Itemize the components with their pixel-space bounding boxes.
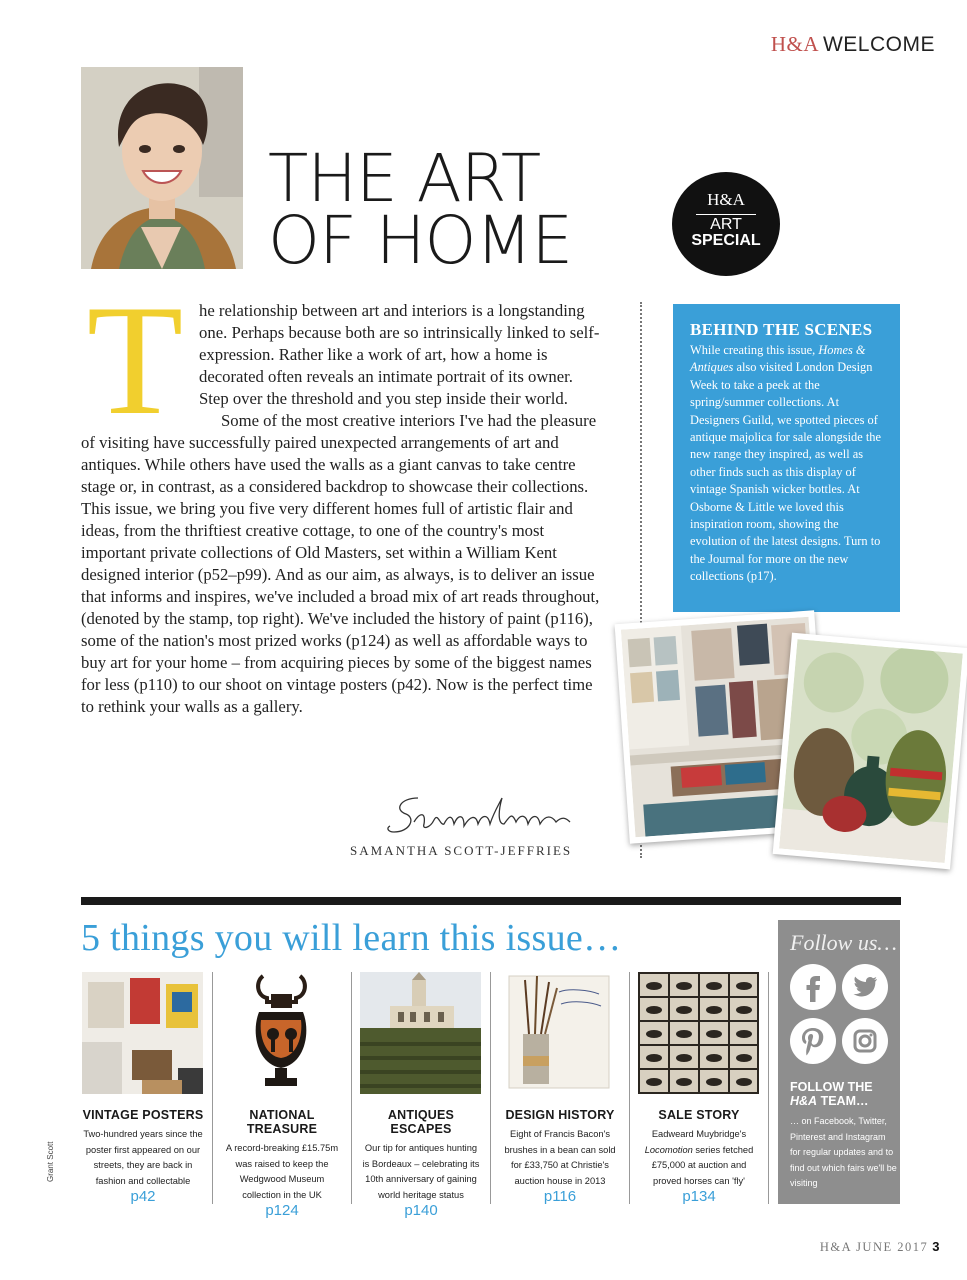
thing-title: VINTAGE POSTERS bbox=[82, 1108, 204, 1122]
thing-body: Our tip for antiques hunting is Bordeaux – celebrating its 10th anniversary of gaining world heritage status bbox=[362, 1143, 480, 1200]
twitter-icon[interactable] bbox=[842, 964, 888, 1010]
stamp-divider bbox=[696, 214, 756, 215]
bts-body bbox=[690, 342, 885, 586]
things-title: 5 things you will learn this issue… bbox=[81, 917, 622, 959]
posters-image bbox=[82, 972, 203, 1094]
stamp-line-1: ART bbox=[710, 216, 742, 233]
art-special-stamp bbox=[672, 172, 780, 276]
muybridge-horses-image bbox=[638, 972, 759, 1094]
bacon-brushes-image bbox=[499, 972, 620, 1094]
column-separator bbox=[629, 972, 630, 1204]
bordeaux-chateau-image bbox=[360, 972, 481, 1094]
wedgwood-vase-image bbox=[221, 972, 342, 1094]
thing-page-link[interactable]: p124 bbox=[265, 1202, 299, 1220]
thing-body: Two-hundred years since the poster first appeared on our streets, they are back in fashion and collectable bbox=[83, 1129, 203, 1186]
signature-image bbox=[380, 792, 600, 840]
issue-label: H&A JUNE 2017 bbox=[819, 1240, 929, 1254]
thing-item-vintage-posters bbox=[81, 972, 205, 1204]
drop-cap: T bbox=[86, 273, 184, 448]
thing-page-link[interactable]: p140 bbox=[404, 1202, 438, 1220]
follow-us-panel bbox=[778, 920, 900, 1204]
wicker-bottles-image bbox=[779, 639, 963, 863]
bts-title: BEHIND THE SCENES bbox=[690, 320, 873, 339]
wicker-bottles-photo bbox=[773, 633, 967, 870]
thing-body-italic: Locomotion bbox=[644, 1144, 693, 1155]
thing-thumbnail bbox=[221, 972, 342, 1094]
follow-heading bbox=[790, 1080, 873, 1108]
thing-thumbnail bbox=[360, 972, 481, 1094]
thing-thumbnail bbox=[638, 972, 759, 1094]
five-things-list bbox=[81, 972, 763, 1220]
thing-body-end: series fetched £75,000 at auction and proved horses can 'fly' bbox=[651, 1144, 754, 1186]
stamp-line-2: SPECIAL bbox=[691, 232, 761, 249]
thing-title: ANTIQUES ESCAPES bbox=[387, 1108, 455, 1136]
follow-heading-line-2 bbox=[790, 1094, 873, 1108]
signature bbox=[380, 792, 600, 840]
page-footer bbox=[820, 1239, 941, 1255]
portrait-image bbox=[81, 67, 243, 269]
thing-body bbox=[637, 1127, 761, 1189]
behind-the-scenes-box bbox=[673, 304, 900, 612]
pinterest-icon[interactable] bbox=[790, 1018, 836, 1064]
stamp-brand: H&A bbox=[707, 190, 745, 209]
thing-page-link[interactable]: p42 bbox=[130, 1188, 156, 1206]
section-name: WELCOME bbox=[822, 33, 935, 56]
bts-magazine-name: Homes & Antiques bbox=[690, 343, 866, 375]
thing-page-link[interactable]: p116 bbox=[543, 1188, 577, 1206]
section-header bbox=[771, 32, 935, 57]
thing-body: Eight of Francis Bacon's brushes in a bean can sold for £33,750 at Christie's auction house in 2013 bbox=[504, 1129, 616, 1186]
thing-page-link[interactable]: p134 bbox=[682, 1188, 716, 1206]
instagram-icon[interactable] bbox=[842, 1018, 888, 1064]
title-line-1: THE ART bbox=[268, 140, 541, 217]
follow-heading-brand: H&A bbox=[790, 1094, 818, 1108]
editor-portrait bbox=[81, 67, 243, 269]
column-separator bbox=[212, 972, 213, 1204]
follow-title: Follow us… bbox=[790, 930, 897, 955]
follow-heading-line-1: FOLLOW THE bbox=[790, 1080, 873, 1094]
thing-body-start: Eadweard Muybridge's bbox=[651, 1129, 747, 1139]
editor-name: SAMANTHA SCOTT-JEFFRIES bbox=[350, 843, 573, 858]
column-separator bbox=[768, 972, 769, 1204]
thing-title: SALE STORY bbox=[658, 1108, 740, 1122]
intro-paragraph-1: he relationship between art and interiors is a longstanding one. Perhaps because both are so intrinsically linked to self-expression. Rather like a work of art, how a home is decorated often reveals an intimate portrait of its owner. Step over the threshold and you step inside their world. bbox=[199, 301, 600, 408]
thing-title: NATIONAL TREASURE bbox=[246, 1108, 318, 1136]
thing-thumbnail bbox=[499, 972, 620, 1094]
facebook-icon[interactable] bbox=[790, 964, 836, 1010]
column-separator bbox=[351, 972, 352, 1204]
thing-item-sale-story bbox=[637, 972, 761, 1204]
thing-thumbnail bbox=[82, 972, 203, 1094]
thing-title: DESIGN HISTORY bbox=[505, 1108, 615, 1122]
thing-item-national-treasure bbox=[220, 972, 344, 1218]
title-line-2: OF HOME bbox=[268, 202, 573, 279]
thing-body: A record-breaking £15.75m was raised to keep the Wedgwood Museum collection in the UK bbox=[225, 1143, 339, 1200]
bts-body-start: While creating this issue, bbox=[690, 343, 819, 357]
thing-item-design-history bbox=[498, 972, 622, 1204]
follow-heading-rest: TEAM… bbox=[817, 1094, 869, 1108]
editor-letter bbox=[81, 273, 605, 718]
bts-body-end: also visited London Design Week to take a peek at the spring/summer collections. At Designers Guild, we spotted pieces of antique majolica for sale alongside the new range they inspired, as well as other finds such as this display of vintage Spanish wicker bottles. At Osborne & Little we loved this inspiration room, showing the evolution of the latest designs. Turn to the Journal for more on the new collections (p17). bbox=[690, 360, 881, 584]
follow-body: … on Facebook, Twitter, Pinterest and Instagram for regular updates and to find out which fairs we'll be visiting bbox=[790, 1116, 897, 1189]
section-rule bbox=[81, 897, 901, 905]
intro-paragraph-2: Some of the most creative interiors I've had the pleasure of visiting have successfully paired unexpected arrangements of art and antiques. While others have used the walls as a giant canvas to take centre stage or, in contrast, as a considered backdrop to showcase their collections. This issue, we bring you five very different homes full of artistic flair and ideas, from the thriftiest creative cottage, to one of the country's most important private collections of Old Masters, set within a William Kent designed interior (p52–p99). And as our aim, as always, is to deliver an issue that informs and inspires, we've included a broad mix of art reads throughout, (denoted by the stamp, top right). We've included the history of paint (p116), some of the nation's most prized works (p124) as well as affordable ways to buy art for your home – from acquiring pieces by some of the biggest names for less (p110) to our shoot on vintage posters (p42). Now is the perfect time to rethink your walls as a gallery. bbox=[81, 411, 600, 716]
photo-credit: Grant Scott bbox=[46, 1141, 55, 1182]
thing-item-antiques-escapes bbox=[359, 972, 483, 1218]
brand-logo: H&A bbox=[770, 32, 819, 56]
page-title bbox=[268, 140, 573, 279]
column-separator bbox=[490, 972, 491, 1204]
page-number: 3 bbox=[932, 1239, 941, 1254]
